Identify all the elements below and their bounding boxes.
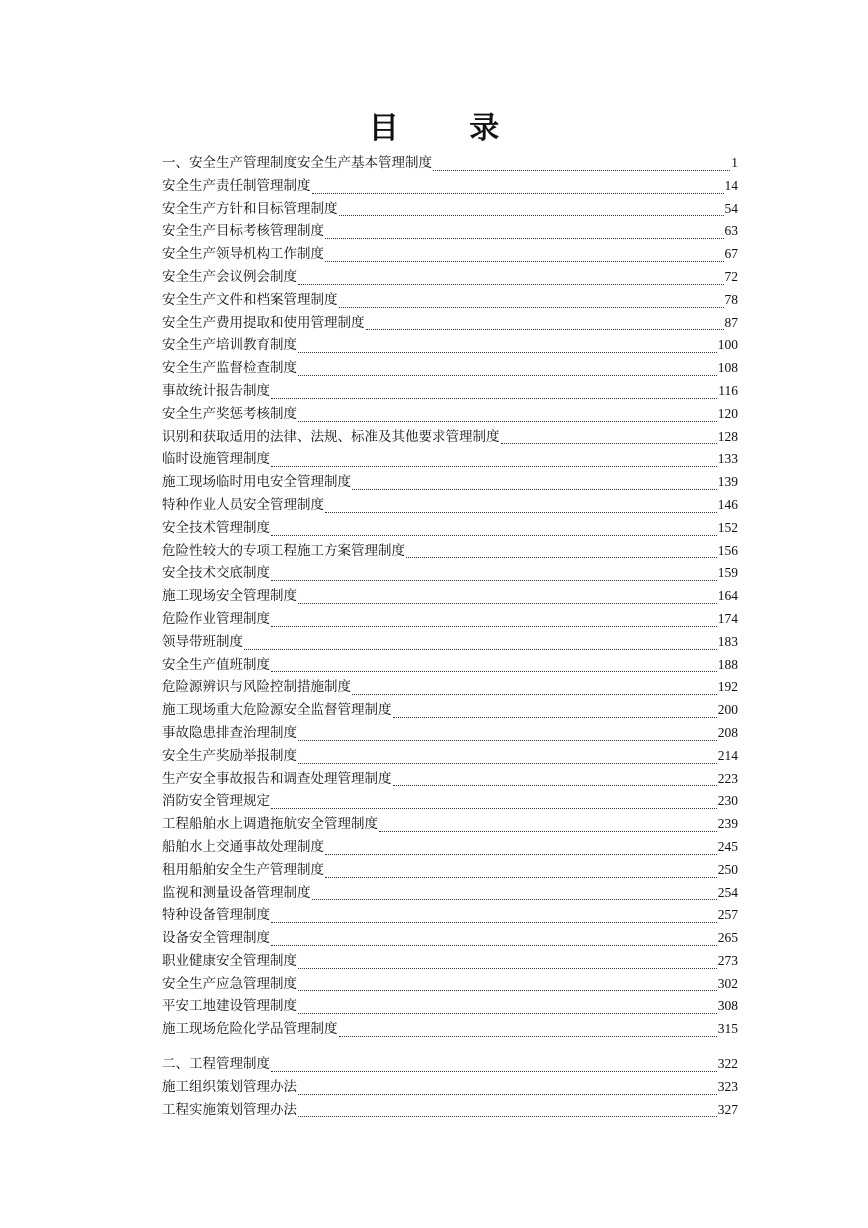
toc-entry-label: 危险源辨识与风险控制措施制度: [162, 679, 351, 696]
toc-leader-dots: [393, 701, 717, 718]
toc-entry[interactable]: [162, 790, 738, 813]
toc-entry[interactable]: [162, 813, 738, 836]
toc-leader-dots: [339, 199, 724, 216]
toc-entry-label: 安全生产会议例会制度: [162, 268, 297, 285]
toc-leader-dots: [339, 1020, 717, 1037]
toc-entry-page-number: 159: [717, 565, 738, 581]
toc-entry-label: 安全技术交底制度: [162, 565, 270, 582]
toc-entry-page-number: 308: [717, 998, 738, 1014]
toc-entry-label: 安全生产奖惩考核制度: [162, 405, 297, 422]
toc-entry-page-number: 239: [717, 816, 738, 832]
toc-leader-dots: [271, 519, 717, 536]
toc-entry-page-number: 120: [717, 405, 738, 421]
toc-leader-dots: [312, 883, 717, 900]
toc-entry-page-number: 72: [724, 268, 738, 284]
toc-leader-dots: [298, 952, 717, 969]
toc-entry-label: 安全生产文件和档案管理制度: [162, 291, 338, 308]
toc-entry-page-number: 67: [724, 246, 738, 262]
toc-entry[interactable]: [162, 312, 738, 335]
table-of-contents: [162, 152, 738, 1121]
toc-leader-dots: [339, 291, 724, 308]
toc-entry-page-number: 188: [717, 656, 738, 672]
toc-entry-label: 事故统计报告制度: [162, 382, 270, 399]
toc-entry[interactable]: [162, 882, 738, 905]
toc-entry[interactable]: [162, 927, 738, 950]
toc-entry-label: 安全生产应急管理制度: [162, 975, 297, 992]
toc-entry-label: 安全生产奖励举报制度: [162, 747, 297, 764]
toc-entry-page-number: 254: [717, 884, 738, 900]
toc-entry-label: 领导带班制度: [162, 633, 243, 650]
toc-entry-label: 临时设施管理制度: [162, 451, 270, 468]
toc-leader-dots: [312, 177, 724, 194]
toc-leader-dots: [271, 610, 717, 627]
toc-entry-page-number: 245: [717, 838, 738, 854]
toc-entry-page-number: 230: [717, 793, 738, 809]
toc-leader-dots: [298, 1100, 717, 1117]
toc-entry-label: 安全生产目标考核管理制度: [162, 223, 324, 240]
toc-leader-dots: [244, 633, 717, 650]
toc-entry-label: 二、工程管理制度: [162, 1056, 270, 1073]
toc-entry[interactable]: [162, 836, 738, 859]
toc-entry[interactable]: [162, 950, 738, 973]
toc-entry-page-number: 223: [717, 770, 738, 786]
toc-entry-label: 工程船舶水上调遣拖航安全管理制度: [162, 816, 378, 833]
toc-entry-page-number: 1: [731, 155, 738, 170]
toc-entry[interactable]: [162, 676, 738, 699]
toc-entry-page-number: 192: [717, 679, 738, 695]
toc-leader-dots: [271, 906, 717, 923]
toc-entry[interactable]: [162, 995, 738, 1018]
toc-leader-dots: [325, 496, 717, 513]
toc-entry-label: 施工现场重大危险源安全监督管理制度: [162, 702, 392, 719]
toc-entry[interactable]: [162, 426, 738, 449]
toc-entry[interactable]: [162, 585, 738, 608]
toc-entry-page-number: 273: [717, 952, 738, 968]
toc-leader-dots: [325, 861, 717, 878]
toc-entry-page-number: 78: [724, 291, 738, 307]
toc-entry-page-number: 87: [724, 314, 738, 330]
toc-leader-dots: [325, 245, 724, 262]
toc-leader-dots: [352, 678, 717, 695]
toc-entry-label: 安全生产领导机构工作制度: [162, 246, 324, 263]
toc-entry[interactable]: [162, 448, 738, 471]
toc-entry[interactable]: [162, 220, 738, 243]
toc-entry[interactable]: [162, 1053, 738, 1076]
toc-entry-label: 施工现场安全管理制度: [162, 588, 297, 605]
toc-entry-page-number: 174: [717, 610, 738, 626]
toc-entry-page-number: 322: [717, 1056, 738, 1072]
toc-entry[interactable]: [162, 517, 738, 540]
toc-entry-page-number: 302: [717, 975, 738, 991]
toc-entry-label: 消防安全管理规定: [162, 793, 270, 810]
toc-leader-dots: [298, 1078, 717, 1095]
toc-entry-page-number: 214: [717, 747, 738, 763]
toc-entry-page-number: 257: [717, 907, 738, 923]
toc-entry-label: 特种设备管理制度: [162, 907, 270, 924]
toc-entry[interactable]: [162, 175, 738, 198]
toc-entry[interactable]: [162, 973, 738, 996]
toc-entry-page-number: 128: [717, 428, 738, 444]
toc-entry-label: 职业健康安全管理制度: [162, 952, 297, 969]
toc-entry[interactable]: [162, 357, 738, 380]
toc-entry[interactable]: [162, 471, 738, 494]
toc-entry[interactable]: [162, 722, 738, 745]
toc-leader-dots: [271, 1055, 717, 1072]
toc-leader-dots: [271, 655, 717, 672]
toc-entry-page-number: 200: [717, 702, 738, 718]
toc-entry-label: 安全生产监督检查制度: [162, 360, 297, 377]
toc-entry-page-number: 183: [717, 633, 738, 649]
toc-entry-label: 工程实施策划管理办法: [162, 1101, 297, 1118]
toc-leader-dots: [298, 974, 717, 991]
toc-entry-label: 施工现场临时用电安全管理制度: [162, 474, 351, 491]
toc-entry-label: 监视和测量设备管理制度: [162, 884, 311, 901]
toc-entry-page-number: 54: [724, 200, 738, 216]
toc-entry-label: 安全生产培训教育制度: [162, 337, 297, 354]
toc-entry-page-number: 265: [717, 930, 738, 946]
toc-entry-page-number: 139: [717, 474, 738, 490]
toc-leader-dots: [298, 724, 717, 741]
toc-leader-dots: [352, 473, 717, 490]
toc-leader-dots: [298, 587, 717, 604]
toc-entry-label: 安全生产责任制管理制度: [162, 177, 311, 194]
toc-leader-dots: [271, 929, 717, 946]
toc-entry-page-number: 63: [724, 223, 738, 239]
toc-entry-page-number: 323: [717, 1078, 738, 1094]
toc-entry[interactable]: [162, 403, 738, 426]
toc-entry-page-number: 116: [718, 382, 738, 398]
toc-entry-label: 安全技术管理制度: [162, 519, 270, 536]
toc-entry-page-number: 208: [717, 724, 738, 740]
toc-entry[interactable]: [162, 745, 738, 768]
toc-entry-page-number: 133: [717, 451, 738, 467]
toc-entry-label: 识别和获取适用的法律、法规、标准及其他要求管理制度: [162, 428, 500, 445]
toc-entry-page-number: 14: [724, 177, 738, 193]
toc-leader-dots: [298, 747, 717, 764]
toc-entry-page-number: 327: [717, 1101, 738, 1117]
toc-entry[interactable]: [162, 1076, 738, 1099]
toc-entry-label: 船舶水上交通事故处理制度: [162, 838, 324, 855]
toc-leader-dots: [325, 838, 717, 855]
toc-entry[interactable]: [162, 608, 738, 631]
toc-entry-label: 生产安全事故报告和调查处理管理制度: [162, 770, 392, 787]
toc-entry[interactable]: [162, 243, 738, 266]
toc-entry[interactable]: [162, 699, 738, 722]
toc-leader-dots: [271, 564, 717, 581]
toc-entry[interactable]: [162, 380, 738, 403]
toc-leader-dots: [271, 382, 717, 399]
toc-entry[interactable]: [162, 152, 738, 175]
toc-leader-dots: [406, 541, 717, 558]
toc-entry-label: 危险性较大的专项工程施工方案管理制度: [162, 542, 405, 559]
toc-entry[interactable]: [162, 1099, 738, 1122]
toc-entry-label: 施工现场危险化学品管理制度: [162, 1021, 338, 1038]
toc-leader-dots: [298, 997, 717, 1014]
toc-entry-page-number: 146: [717, 496, 738, 512]
toc-entry-label: 安全生产方针和目标管理制度: [162, 200, 338, 217]
toc-leader-dots: [298, 336, 717, 353]
toc-entry-label: 租用船舶安全生产管理制度: [162, 861, 324, 878]
toc-entry[interactable]: [162, 540, 738, 563]
toc-entry-label: 危险作业管理制度: [162, 610, 270, 627]
toc-leader-dots: [433, 154, 730, 171]
toc-leader-dots: [366, 313, 724, 330]
page-title: 目 录: [368, 111, 530, 146]
toc-entry[interactable]: [162, 859, 738, 882]
toc-leader-dots: [271, 792, 717, 809]
toc-entry[interactable]: [162, 198, 738, 221]
toc-leader-dots: [298, 405, 717, 422]
toc-leader-dots: [271, 450, 717, 467]
toc-entry-label: 设备安全管理制度: [162, 930, 270, 947]
toc-entry[interactable]: [162, 1018, 738, 1041]
toc-entry-page-number: 100: [717, 337, 738, 353]
toc-leader-dots: [325, 222, 724, 239]
toc-entry-label: 一、安全生产管理制度安全生产基本管理制度: [162, 155, 432, 171]
toc-entry[interactable]: [162, 494, 738, 517]
toc-leader-dots: [298, 268, 724, 285]
toc-leader-dots: [393, 769, 717, 786]
toc-entry-page-number: 108: [717, 360, 738, 376]
toc-entry-label: 施工组织策划管理办法: [162, 1078, 297, 1095]
toc-entry-page-number: 315: [717, 1021, 738, 1037]
toc-entry[interactable]: [162, 334, 738, 357]
toc-entry[interactable]: [162, 266, 738, 289]
toc-leader-dots: [501, 427, 717, 444]
toc-entry-label: 安全生产值班制度: [162, 656, 270, 673]
toc-entry[interactable]: [162, 768, 738, 791]
toc-entry[interactable]: [162, 289, 738, 312]
toc-entry-label: 特种作业人员安全管理制度: [162, 496, 324, 513]
toc-leader-dots: [298, 359, 717, 376]
toc-entry[interactable]: [162, 654, 738, 677]
toc-entry-label: 事故隐患排查治理制度: [162, 724, 297, 741]
toc-entry-page-number: 156: [717, 542, 738, 558]
toc-entry[interactable]: [162, 904, 738, 927]
toc-entry-page-number: 164: [717, 588, 738, 604]
toc-entry-page-number: 250: [717, 861, 738, 877]
toc-entry-label: 安全生产费用提取和使用管理制度: [162, 314, 365, 331]
toc-entry-label: 平安工地建设管理制度: [162, 998, 297, 1015]
toc-entry[interactable]: [162, 631, 738, 654]
toc-entry-page-number: 152: [717, 519, 738, 535]
toc-entry[interactable]: [162, 562, 738, 585]
toc-leader-dots: [379, 815, 717, 832]
